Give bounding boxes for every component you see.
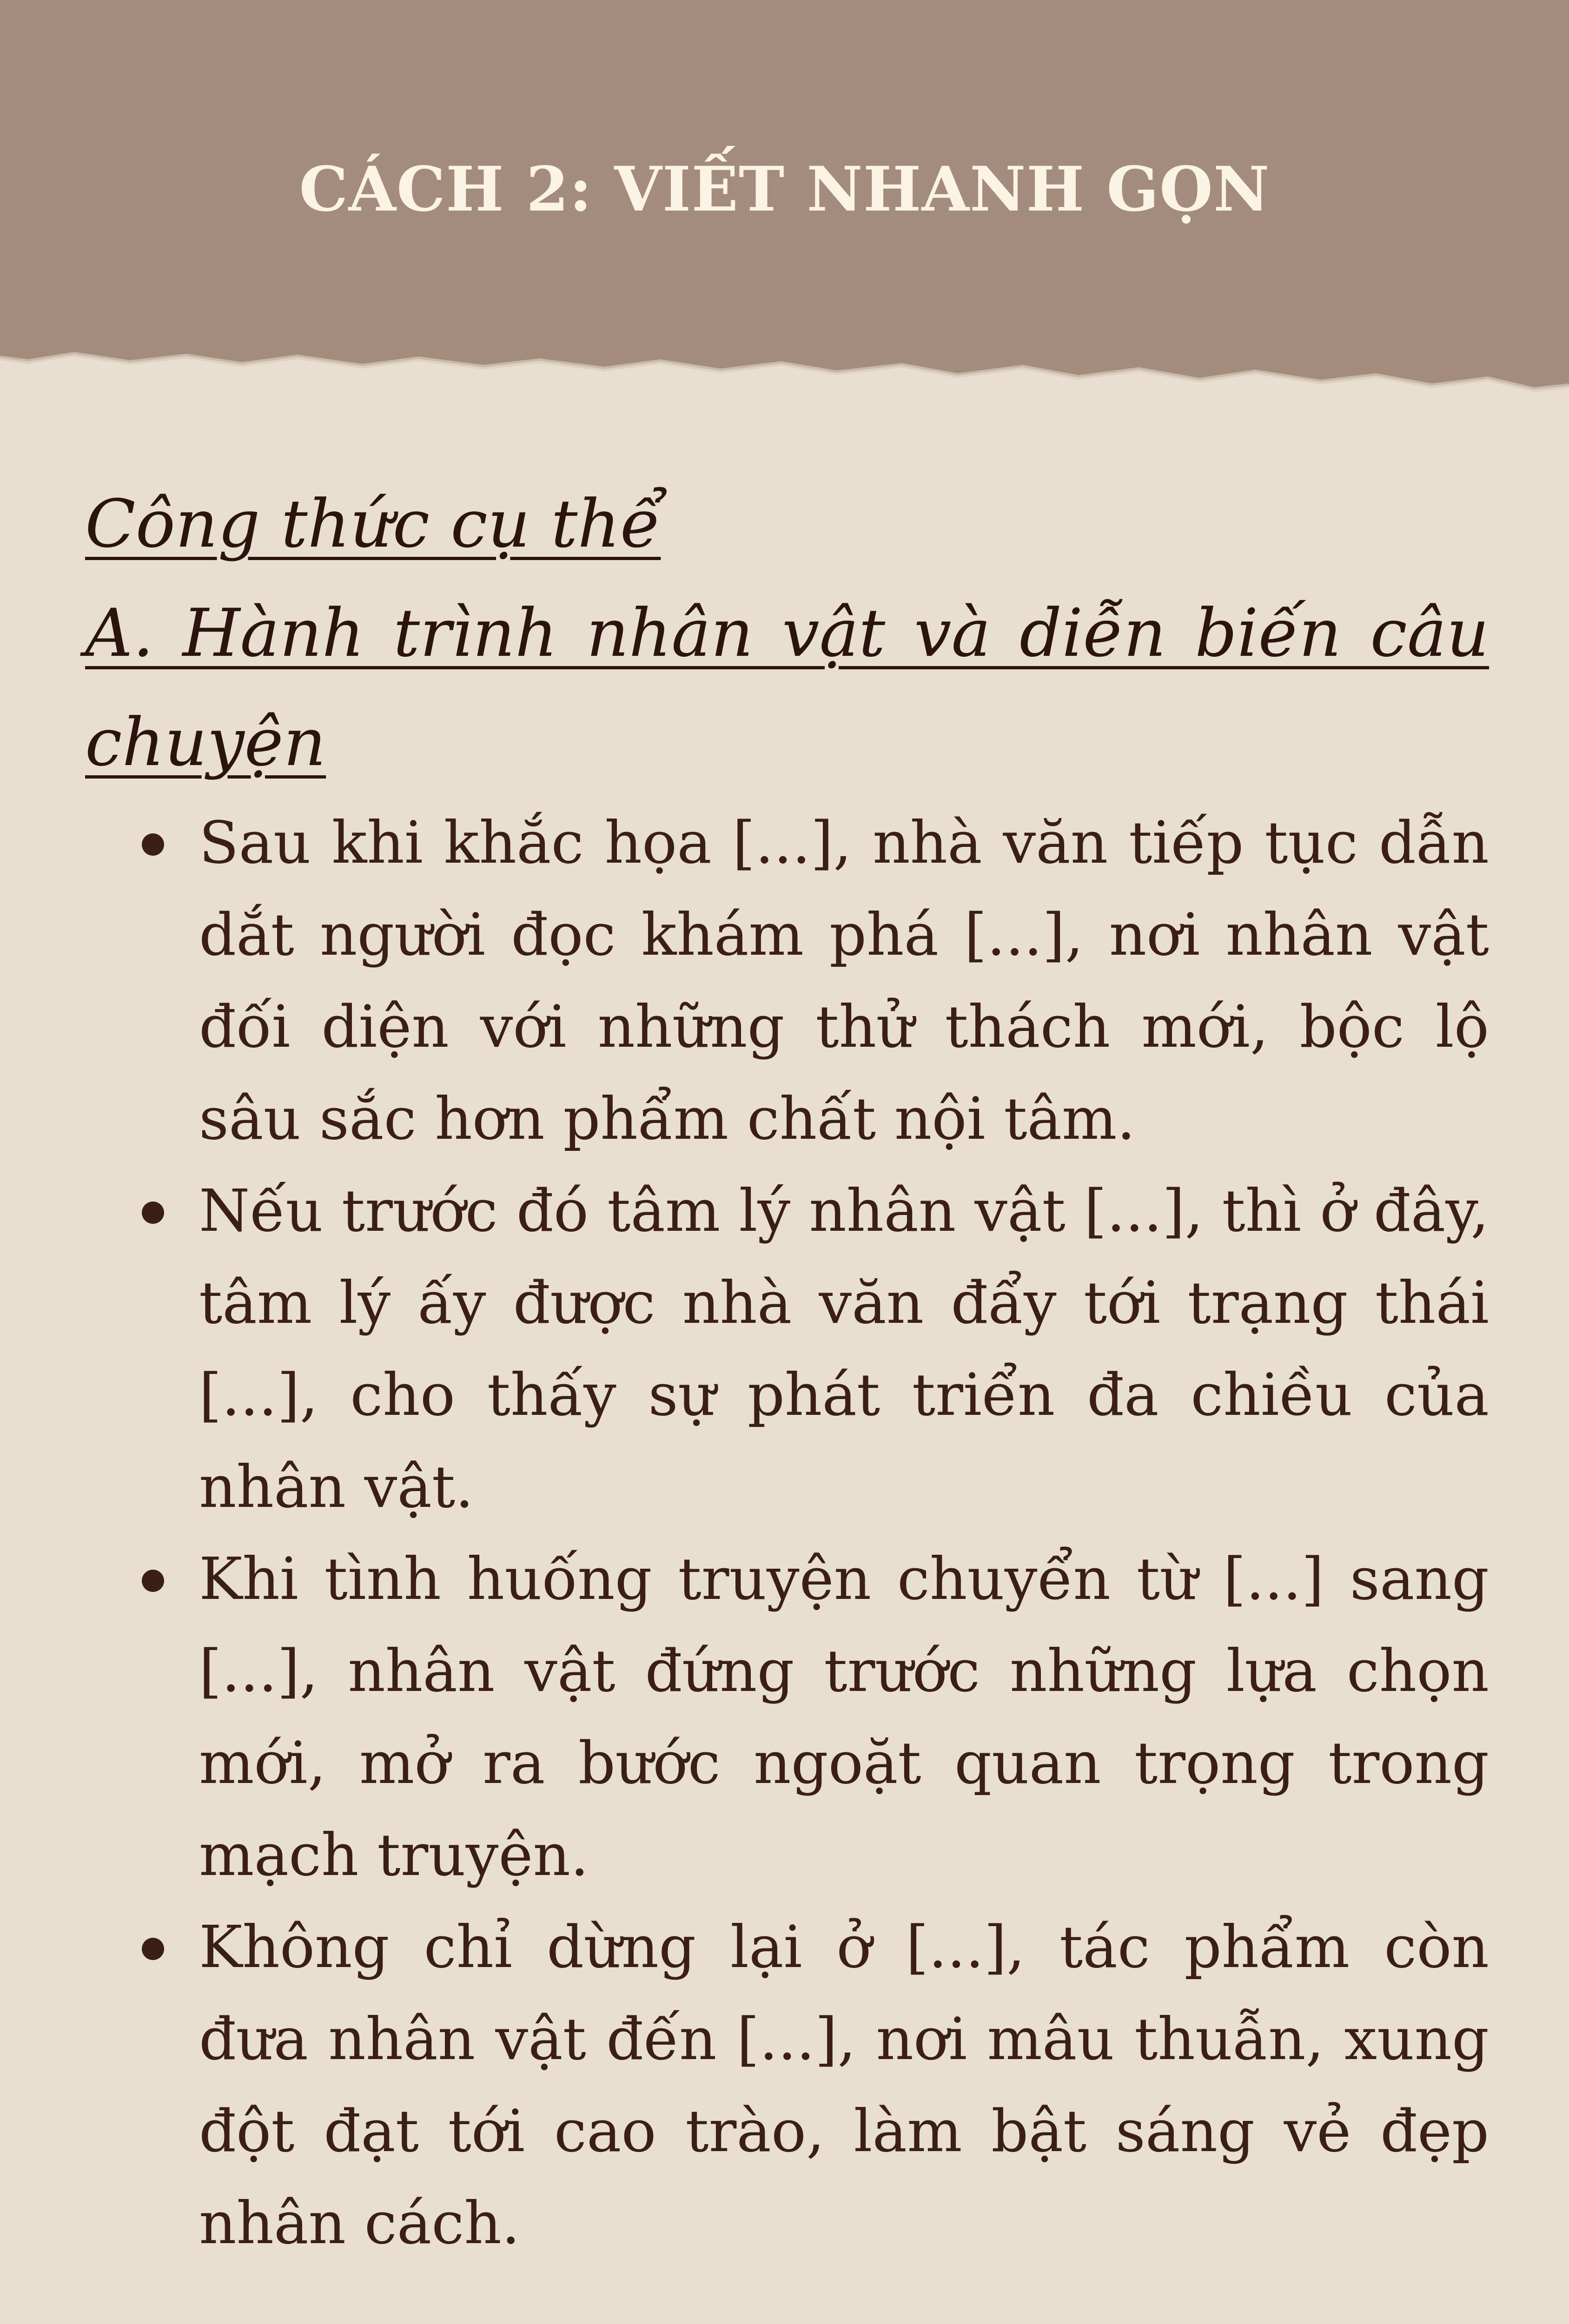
bullet-icon xyxy=(142,1938,164,1960)
bullet-icon xyxy=(142,1570,164,1592)
list-item xyxy=(85,797,1489,1165)
list-item xyxy=(85,1901,1489,2270)
formula-heading: Công thức cụ thể xyxy=(85,486,661,562)
list-item xyxy=(85,1533,1489,1901)
bullet-icon xyxy=(142,1202,164,1224)
list-item-text: Sau khi khắc họa [...], nhà văn tiếp tục dẫn dắt người đọc khám phá [...], nơi nhân vật đối diện với những thử thách mới, bộc lộ sâu sắc hơn phẩm chất nội tâm. xyxy=(199,809,1489,1153)
section-heading: A. Hành trình nhân vật và diễn biến câu chuyện xyxy=(85,595,1489,781)
main-content xyxy=(85,469,1489,2270)
page-title: CÁCH 2: VIẾT NHANH GỌN xyxy=(299,153,1270,225)
list-item-text: Nếu trước đó tâm lý nhân vật [...], thì ở đây, tâm lý ấy được nhà văn đẩy tới trạng thái [...], cho thấy sự phát triển đa chiều của nhân vật. xyxy=(199,1177,1489,1521)
header-banner xyxy=(0,0,1569,400)
list-item xyxy=(85,1165,1489,1533)
bullet-list xyxy=(85,797,1489,2270)
list-item-text: Khi tình huống truyện chuyển từ [...] sang [...], nhân vật đứng trước những lựa chọn mới, mở ra bước ngoặt quan trọng trong mạch truyện. xyxy=(199,1545,1489,1889)
bullet-icon xyxy=(142,833,164,856)
list-item-text: Không chỉ dừng lại ở [...], tác phẩm còn đưa nhân vật đến [...], nơi mâu thuẫn, xung đột đạt tới cao trào, làm bật sáng vẻ đẹp nhân cách. xyxy=(199,1914,1489,2257)
